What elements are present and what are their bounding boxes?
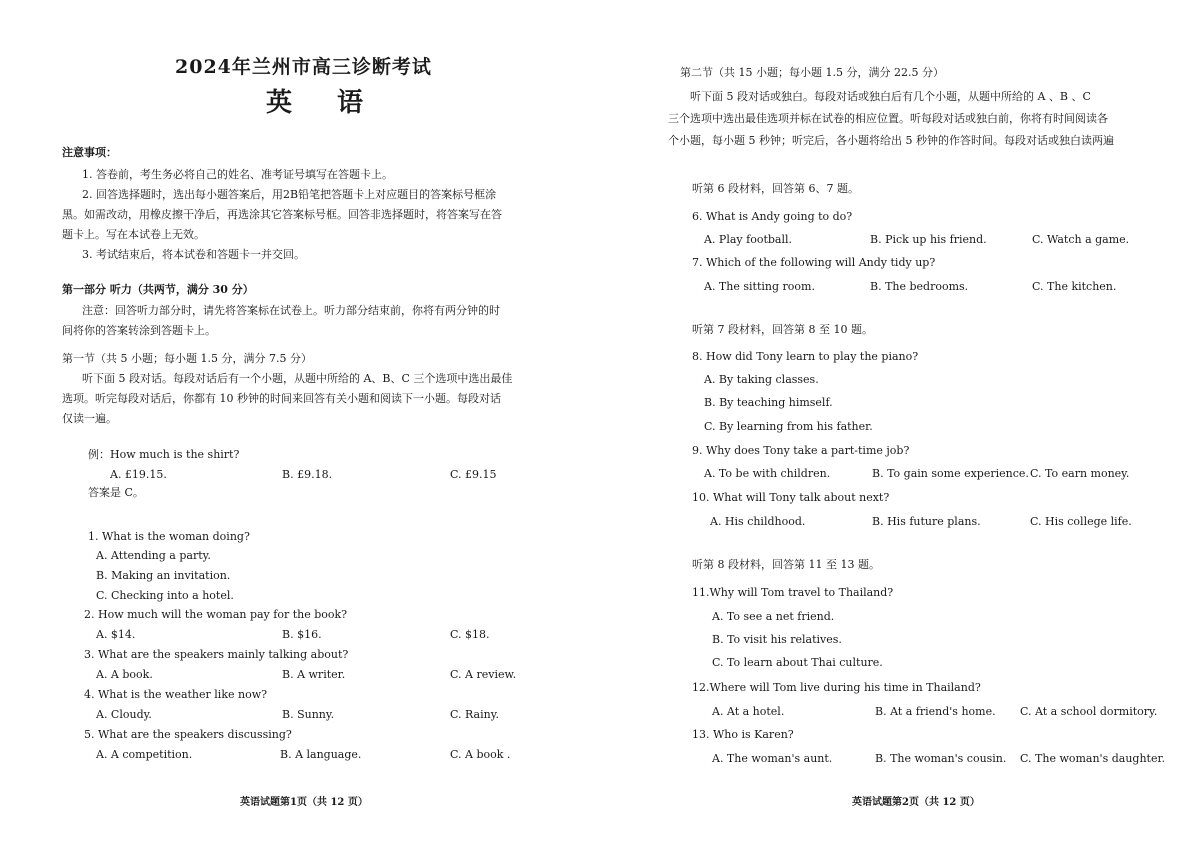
group-intro: 听第 6 段材料，回答第 6、7 题。 xyxy=(692,182,859,195)
option-12a: A. At a hotel. xyxy=(712,705,785,718)
section2-instruction-line: 听下面 5 段对话或独白。每段对话或独白后有几个小题，从题中所给的 A 、B 、C xyxy=(690,90,1091,103)
option-11c: C. To learn about Thai culture. xyxy=(712,656,883,669)
notice-line: 2. 回答选择题时，选出每小题答案后，用2B铅笔把答题卡上对应题目的答案标号框涂 xyxy=(82,188,497,201)
option-12b: B. At a friend's home. xyxy=(875,705,996,718)
option-7b: B. The bedrooms. xyxy=(870,280,969,293)
part1-heading: 第一部分 听力（共两节，满分 30 分） xyxy=(62,283,254,296)
notice-line: 题卡上。写在本试卷上无效。 xyxy=(62,228,205,241)
section1-heading: 第一节（共 5 小题；每小题 1.5 分，满分 7.5 分） xyxy=(62,352,312,365)
example-option: A. £19.15. xyxy=(110,468,167,481)
section2-instruction-line: 三个选项中选出最佳选项并标在试卷的相应位置。听每段对话或独白前，你将有时间阅读各 xyxy=(668,112,1108,125)
option-7a: A. The sitting room. xyxy=(704,280,815,293)
exam-page-2 xyxy=(600,0,1200,848)
exam-title: 2024年兰州市高三诊断考试 xyxy=(175,56,432,78)
part1-note-line: 间将你的答案转涂到答题卡上。 xyxy=(62,324,216,337)
option-11a: A. To see a net friend. xyxy=(712,610,835,623)
option-4a: A. Cloudy. xyxy=(96,708,152,721)
option-9c: C. To earn money. xyxy=(1030,467,1130,480)
example-question: 例：How much is the shirt? xyxy=(88,448,240,461)
notice-line: 黑。如需改动，用橡皮擦干净后，再选涂其它答案标号框。回答非选择题时，将答案写在答 xyxy=(62,208,502,221)
example-option: C. £9.15 xyxy=(450,468,497,481)
section1-instruction-line: 听下面 5 段对话。每段对话后有一个小题，从题中所给的 A、B、C 三个选项中选出最佳 xyxy=(82,372,513,385)
option-10b: B. His future plans. xyxy=(872,515,981,528)
question-9: 9. Why does Tony take a part-time job? xyxy=(692,444,910,457)
question-12: 12.Where will Tom live during his time in Thailand? xyxy=(692,681,981,694)
option-5b: B. A language. xyxy=(280,748,362,761)
option-13c: C. The woman's daughter. xyxy=(1020,752,1166,765)
option-1a: A. Attending a party. xyxy=(96,549,211,562)
option-13a: A. The woman's aunt. xyxy=(712,752,833,765)
option-3c: C. A review. xyxy=(450,668,517,681)
page-footer: 英语试题第2页（共 12 页） xyxy=(852,797,980,808)
option-1b: B. Making an invitation. xyxy=(96,569,231,582)
example-answer: 答案是 C。 xyxy=(88,486,144,499)
notice-line: 1. 答卷前，考生务必将自己的姓名、准考证号填写在答题卡上。 xyxy=(82,168,393,181)
option-13b: B. The woman's cousin. xyxy=(875,752,1007,765)
question-6: 6. What is Andy going to do? xyxy=(692,210,853,223)
option-6b: B. Pick up his friend. xyxy=(870,233,987,246)
question-4: 4. What is the weather like now? xyxy=(84,688,268,701)
question-2: 2. How much will the woman pay for the book? xyxy=(84,608,348,621)
question-7: 7. Which of the following will Andy tidy up? xyxy=(692,256,936,269)
option-9b: B. To gain some experience. xyxy=(872,467,1029,480)
option-8a: A. By taking classes. xyxy=(704,373,819,386)
option-5c: C. A book . xyxy=(450,748,511,761)
section1-instruction-line: 仅读一遍。 xyxy=(62,412,117,425)
question-5: 5. What are the speakers discussing? xyxy=(84,728,292,741)
option-6a: A. Play football. xyxy=(704,233,792,246)
part1-note-line: 注意：回答听力部分时，请先将答案标在试卷上。听力部分结束前，你将有两分钟的时 xyxy=(82,304,500,317)
option-6c: C. Watch a game. xyxy=(1032,233,1130,246)
option-11b: B. To visit his relatives. xyxy=(712,633,842,646)
section2-heading: 第二节（共 15 小题；每小题 1.5 分，满分 22.5 分） xyxy=(680,66,944,79)
option-9a: A. To be with children. xyxy=(704,467,831,480)
option-10c: C. His college life. xyxy=(1030,515,1132,528)
option-8b: B. By teaching himself. xyxy=(704,396,833,409)
section2-instruction-line: 个小题，每小题 5 秒钟；听完后，各小题将给出 5 秒钟的作答时间。每段对话或独白读两遍 xyxy=(668,134,1114,147)
option-3a: A. A book. xyxy=(96,668,153,681)
question-1: 1. What is the woman doing? xyxy=(88,530,250,543)
option-5a: A. A competition. xyxy=(96,748,193,761)
section1-instruction-line: 选项。听完每段对话后，你都有 10 秒钟的时间来回答有关小题和阅读下一小题。每段对话 xyxy=(62,392,501,405)
question-3: 3. What are the speakers mainly talking about? xyxy=(84,648,349,661)
option-8c: C. By learning from his father. xyxy=(704,420,873,433)
group-intro: 听第 8 段材料，回答第 11 至 13 题。 xyxy=(692,558,880,571)
option-4b: B. Sunny. xyxy=(282,708,335,721)
option-2c: C. $18. xyxy=(450,628,490,641)
question-11: 11.Why will Tom travel to Thailand? xyxy=(692,586,894,599)
option-3b: B. A writer. xyxy=(282,668,346,681)
notice-line: 3. 考试结束后，将本试卷和答题卡一并交回。 xyxy=(82,248,305,261)
notice-heading: 注意事项： xyxy=(62,146,117,159)
question-13: 13. Who is Karen? xyxy=(692,728,794,741)
question-8: 8. How did Tony learn to play the piano? xyxy=(692,350,919,363)
option-2a: A. $14. xyxy=(96,628,136,641)
option-4c: C. Rainy. xyxy=(450,708,499,721)
option-7c: C. The kitchen. xyxy=(1032,280,1117,293)
question-10: 10. What will Tony talk about next? xyxy=(692,491,890,504)
subject-title: 英 语 xyxy=(266,88,382,118)
page-footer: 英语试题第1页（共 12 页） xyxy=(240,797,368,808)
example-option: B. £9.18. xyxy=(282,468,333,481)
option-1c: C. Checking into a hotel. xyxy=(96,589,234,602)
option-12c: C. At a school dormitory. xyxy=(1020,705,1158,718)
group-intro: 听第 7 段材料，回答第 8 至 10 题。 xyxy=(692,323,873,336)
option-10a: A. His childhood. xyxy=(710,515,806,528)
option-2b: B. $16. xyxy=(282,628,322,641)
